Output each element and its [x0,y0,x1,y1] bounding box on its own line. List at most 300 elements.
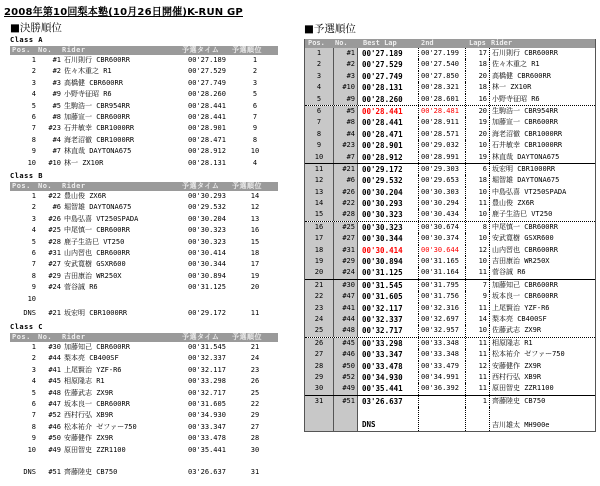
cell-laps: 18 [465,59,490,70]
cell-rank: 6 [252,101,258,110]
cell-pos: 8 [31,135,36,144]
cell-laps: 16 [465,94,490,105]
qualifying-title: ■予選順位 [304,23,356,35]
cell-pos: 6 [305,106,334,117]
cell-rider: 安武寛樹 GSXR600 [64,260,126,269]
cell-rider: 原田智史 ZZR1100 [64,445,126,454]
cell-no: #2 [52,67,61,76]
table-row [10,101,278,112]
cell-laps: 17 [465,48,490,59]
cell-rank: 23 [250,365,260,374]
header-rider: Rider [62,46,86,54]
cell-best: 00'28.260 [362,94,419,105]
cell-pos: 25 [305,325,334,336]
cell-time: 00'27.189 [188,56,226,64]
cell-best: 00'30.894 [362,256,419,267]
cell-pos: 5 [31,388,36,397]
cell-time: 00'31.125 [188,283,226,292]
cell-rider: 齊藤陸史 CB750 [64,467,118,476]
cell-time: 00'28.441 [188,101,226,110]
cell-pos: 5 [305,94,334,105]
cell-second: 00'28.571 [421,129,466,140]
cell-rider: 安藤健作 ZX9R [492,361,542,370]
cell-pos: 22 [305,291,334,302]
cell-rider: 原田智史 ZZR1100 [492,384,554,393]
cell-no: #28 [334,209,358,220]
cell-no: #1 [334,48,358,59]
cell-rider: 石川則行 CBR600RR [64,56,130,64]
cell-best: 00'32.717 [362,325,419,336]
cell-rider: 齊藤陸史 CB750 [492,396,546,405]
table-header [10,333,278,342]
cell-rider: 高橋健 CBR600RR [492,71,551,80]
cell-rider: 林一 ZX10R [492,83,532,92]
cell-pos: 10 [27,445,36,454]
table-row [305,383,595,394]
cell-best: 00'28.901 [362,140,419,151]
cell-laps: 8 [465,222,490,233]
cell-pos: 12 [305,175,334,186]
cell-rider: 加藤知己 CBR600RR [64,343,130,351]
cell-time: 00'32.337 [188,354,226,363]
cell-time: 00'30.293 [188,192,226,200]
cell-rider: 海老沼徹 CBR1000RR [64,135,135,144]
cell-laps: 19 [465,152,490,163]
cell-laps: 11 [465,383,490,394]
table-row [10,225,278,236]
cell-best: 00'33.478 [362,361,419,372]
cell-laps: 10 [465,209,490,220]
cell-second: 00'28.481 [421,106,466,117]
cell-no: #8 [52,112,61,121]
cell-best: 00'27.529 [362,59,419,70]
cell-best: 00'33.347 [362,349,419,360]
cell-laps: 11 [465,372,490,383]
header-rider: Rider [62,182,86,190]
cell-time: 00'29.172 [188,308,226,317]
cell-rider: 堀智雄 DAYTONA675 [64,203,132,212]
table-row [10,248,278,259]
cell-pos: 24 [305,314,334,325]
cell-rider: 吉川雄太 MH900e [492,421,550,430]
table-row [10,202,278,213]
cell-rider: 梨本亮 CB400SF [492,314,547,323]
cell-pos: 10 [305,152,334,163]
cell-no: #31 [48,248,61,257]
cell-rider: 菅谷誠 R6 [64,283,98,292]
cell-second: 00'31.756 [421,291,466,302]
cell-no: #45 [334,338,358,349]
cell-time: 00'34.930 [188,411,226,420]
cell-rider: 松本祐介 ゼファー750 [492,350,565,359]
cell-pos: 7 [31,124,36,133]
cell-rank: 4 [252,158,258,167]
cell-no: #29 [334,256,358,267]
cell-rider: 林直哉 DAYTONA675 [64,147,132,156]
cell-second: 00'29.032 [421,140,466,151]
cell-rider: 佐々木重之 R1 [492,60,540,69]
cell-pos: 17 [305,233,334,244]
table-row [305,82,595,93]
table-row [305,198,595,209]
table-row [10,445,278,456]
cell-no: #49 [334,383,358,394]
cell-rank: 3 [252,78,258,87]
cell-rank: 16 [250,226,260,235]
cell-pos: 18 [305,245,334,256]
cell-rider: 相原隆志 R1 [64,377,105,386]
cell-no: #2 [334,59,358,70]
cell-rider: 菅谷誠 R6 [492,268,526,277]
cell-rider: 佐藤武志 ZX9R [64,388,114,397]
cell-rider: 中島弘喜 VT250SPADA [64,214,139,223]
table-row [10,259,278,270]
cell-no: #4 [52,135,61,144]
table-row [10,112,278,123]
cell-laps: 11 [465,338,490,349]
cell-pos: 28 [305,361,334,372]
table-row [305,291,595,302]
table-row [10,399,278,410]
cell-laps: 7 [465,280,490,291]
cell-laps: 10 [465,140,490,151]
table-row [10,55,278,66]
cell-pos: 7 [31,260,36,269]
cell-rank: 5 [252,90,258,99]
cell-second: 00'32.316 [421,303,466,314]
qualifying-header [305,39,595,48]
cell-no: #44 [334,314,358,325]
table-row [10,365,278,376]
cell-second: 00'28.601 [421,94,466,105]
cell-pos: DNS [23,467,36,476]
table-row [305,337,595,349]
cell-laps: 11 [465,303,490,314]
cell-no: #24 [48,283,61,292]
table-row [305,221,595,233]
table-row [305,94,595,105]
cell-pos: 6 [31,112,36,121]
cell-no: #48 [334,325,358,336]
cell-rank: 11 [250,308,260,317]
table-row [10,237,278,248]
cell-no: #21 [48,308,61,317]
cell-laps: 1 [465,396,490,407]
cell-empty [421,407,466,431]
cell-pos: 31 [305,396,334,407]
cell-pos: 4 [31,377,36,386]
cell-pos: 21 [305,280,334,291]
cell-second: 00'27.540 [421,59,466,70]
cell-pos: 26 [305,338,334,349]
header-pos: Pos. [308,39,325,47]
cell-rank: 22 [250,399,260,408]
cell-rank: 24 [250,354,260,363]
cell-time: 00'33.298 [188,377,226,386]
cell-time: 00'28.471 [188,135,226,144]
cell-best: 00'29.172 [362,164,419,175]
cell-best: 00'28.131 [362,82,419,93]
cell-pos: 2 [305,59,334,70]
table-row [305,233,595,244]
cell-second: 00'32.957 [421,325,466,336]
cell-pos: 4 [305,82,334,93]
cell-best: 00'28.912 [362,152,419,163]
cell-best: 00'33.298 [362,338,419,349]
cell-no: #46 [334,349,358,360]
cell-second: 00'30.374 [421,233,466,244]
cell-laps: 12 [465,361,490,372]
cell-no: #9 [52,90,61,99]
cell-rider: 海老沼徹 CBR1000RR [492,129,563,138]
cell-rider: 松本祐介 ゼファー750 [64,422,137,431]
cell-rider: 林一 ZX10R [64,158,104,167]
table-row [10,282,278,293]
cell-rider: 加藤知己 CBR600RR [492,280,558,289]
cell-laps: 19 [465,117,490,128]
cell-no: #41 [48,365,61,374]
table-row [10,158,278,169]
cell-laps: 10 [465,256,490,267]
cell-second: 00'29.653 [421,175,466,186]
table-row [10,376,278,387]
cell-no: #23 [334,140,358,151]
cell-pos: 1 [31,192,36,200]
cell-best: 00'30.323 [362,222,419,233]
cell-pos: 6 [31,248,36,257]
cell-best: 00'32.117 [362,303,419,314]
cell-rank: 28 [250,434,260,443]
cell-pos: 3 [305,71,334,82]
cell-pos: 6 [31,399,36,408]
cell-best: 03'26.637 [362,396,419,407]
cell-no: #50 [334,361,358,372]
cell-rider: 佐藤武志 ZX9R [492,326,542,335]
cell-best: 00'35.441 [362,383,419,394]
cell-time: 00'32.717 [188,388,226,397]
cell-rider: 中島弘喜 VT250SPADA [492,187,567,196]
cell-rank: 26 [250,377,260,386]
cell-pos: DNS [23,308,36,317]
cell-rank: 17 [250,260,260,269]
header-rider: Rider [62,333,86,341]
cell-no: #22 [48,192,61,200]
cell-best: 00'30.323 [362,209,419,220]
cell-rider: 中尾慎一 CBR600RR [492,222,558,231]
cell-rank: 12 [250,203,260,212]
cell-rider: 山内習也 CBR600RR [64,248,130,257]
cell-second: 00'36.392 [421,383,466,394]
cell-pos: 5 [31,101,36,110]
cell-second: 00'33.348 [421,338,466,349]
cell-second: 00'32.697 [421,314,466,325]
cell-best: 00'31.605 [362,291,419,302]
cell-second [421,396,466,407]
header-time: 予選タイム [182,46,220,54]
table-row [10,123,278,134]
cell-rider: 坂宏明 CBR1000RR [492,164,556,173]
cell-laps: 9 [465,291,490,302]
header-best-lap: Best Lap [363,39,397,47]
cell-second: 00'27.199 [421,48,466,59]
cell-no: #8 [334,117,358,128]
cell-rank: 27 [250,422,260,431]
cell-laps: 11 [465,198,490,209]
cell-time: 00'29.532 [188,203,226,212]
cell-second: 00'34.991 [421,372,466,383]
cell-rider: 坂本良一 CBR600RR [492,292,558,301]
table-row [305,303,595,314]
cell-time: 00'28.912 [188,147,226,156]
cell-rider: 石川則行 CBR600RR [492,49,558,57]
cell-rank: 15 [250,237,260,246]
cell-no: #10 [48,158,61,167]
header-pos: Pos. [12,182,31,190]
cell-rank: 25 [250,388,260,397]
table-row [10,422,278,433]
cell-laps: 20 [465,106,490,117]
cell-best: 00'29.532 [362,175,419,186]
table-row [10,294,278,305]
final-class-table [10,182,278,319]
header-no: No. [335,39,348,47]
cell-best: 00'34.930 [362,372,419,383]
cell-pos: 3 [31,365,36,374]
cell-no: #22 [334,198,358,209]
table-row [10,78,278,89]
cell-best: 00'30.293 [362,198,419,209]
cell-no: #21 [334,164,358,175]
table-row [10,146,278,157]
header-pos: Pos. [12,333,31,341]
cell-pos: 5 [31,237,36,246]
cell-rider: 梨本亮 CB400SF [64,354,119,363]
cell-no: #27 [48,260,61,269]
cell-best: 00'28.471 [362,129,419,140]
cell-pos: 8 [31,271,36,280]
cell-best: 00'30.344 [362,233,419,244]
table-row [305,256,595,267]
cell-no: #5 [52,101,61,110]
cell-rider: 小野寺征昭 R6 [492,94,540,103]
cell-no: #10 [334,82,358,93]
qualifying-body [305,48,595,431]
cell-pos: 2 [31,354,36,363]
cell-no: #27 [334,233,358,244]
cell-no: #25 [334,222,358,233]
cell-pos: 4 [31,90,36,99]
table-row [10,89,278,100]
cell-no: #23 [48,124,61,133]
cell-time: 00'30.894 [188,271,226,280]
table-row [10,410,278,421]
cell-pos: 7 [305,117,334,128]
cell-laps: 18 [465,175,490,186]
cell-rank: 18 [250,248,260,257]
cell-rider: 佐々木重之 R1 [64,67,112,76]
cell-rider: 吉田康治 WR250X [64,271,122,280]
table-row [10,467,278,478]
cell-rank: 31 [250,467,260,476]
cell-no: #26 [48,214,61,223]
cell-rider: 西村行弘 XB9R [64,411,114,420]
table-row [305,152,595,163]
cell-pos: 27 [305,349,334,360]
cell-time: 00'27.749 [188,78,226,87]
cell-time: 00'27.529 [188,67,226,76]
cell-time: 00'28.260 [188,90,226,99]
class-label: Class B [10,172,44,180]
cell-no: #47 [48,399,61,408]
cell-pos: 2 [31,203,36,212]
cell-time: 03'26.637 [188,467,226,476]
cell-rank: 10 [250,147,260,156]
cell-pos: 29 [305,372,334,383]
cell-time: 00'31.605 [188,399,226,408]
cell-rider: 豊山俊 ZX6R [64,192,107,200]
cell-no: #6 [52,203,61,212]
table-row [305,129,595,140]
cell-best: 00'27.749 [362,71,419,82]
header-no: No. [38,46,53,54]
cell-no: #24 [334,267,358,278]
cell-no: #52 [48,411,61,420]
cell-pos: 11 [305,164,334,175]
cell-best: 00'32.337 [362,314,419,325]
cell-second: 00'30.303 [421,187,466,198]
table-header [10,46,278,55]
cell-rank: 30 [250,445,260,454]
cell-no: #7 [52,147,61,156]
cell-rank: 19 [250,271,260,280]
table-row [305,209,595,220]
cell-pos: 15 [305,209,334,220]
cell-no: #51 [48,467,61,476]
final-class-table [10,333,278,478]
cell-pos: 8 [305,129,334,140]
cell-pos: 7 [31,411,36,420]
cell-no: #49 [48,445,61,454]
cell-rider: 生駒浩一 CBR954RR [64,101,130,110]
class-label: Class A [10,36,44,44]
cell-laps: 20 [465,71,490,82]
cell-rider: 山内習也 CBR600RR [492,245,558,254]
cell-pos: 1 [31,343,36,351]
cell-no: #30 [334,280,358,291]
cell-time: 00'30.323 [188,226,226,235]
cell-no: #51 [334,396,358,407]
cell-rank: 20 [250,283,260,292]
cell-rank: 9 [252,124,258,133]
table-row [305,245,595,256]
cell-second: 00'30.294 [421,198,466,209]
table-row [305,48,595,59]
cell-pos: 10 [27,158,36,167]
cell-pos: 9 [305,140,334,151]
cell-laps: 18 [465,82,490,93]
cell-second: 00'28.321 [421,82,466,93]
table-row [305,325,595,336]
final-class-table [10,46,278,169]
table-row [305,314,595,325]
cell-laps: 11 [465,349,490,360]
cell-no: #45 [48,377,61,386]
cell-second: 00'31.795 [421,280,466,291]
cell-best: 00'31.125 [362,267,419,278]
cell-rider: 上尾賢治 YZF-R6 [64,365,122,374]
cell-laps: 10 [465,325,490,336]
cell-no: #29 [48,271,61,280]
